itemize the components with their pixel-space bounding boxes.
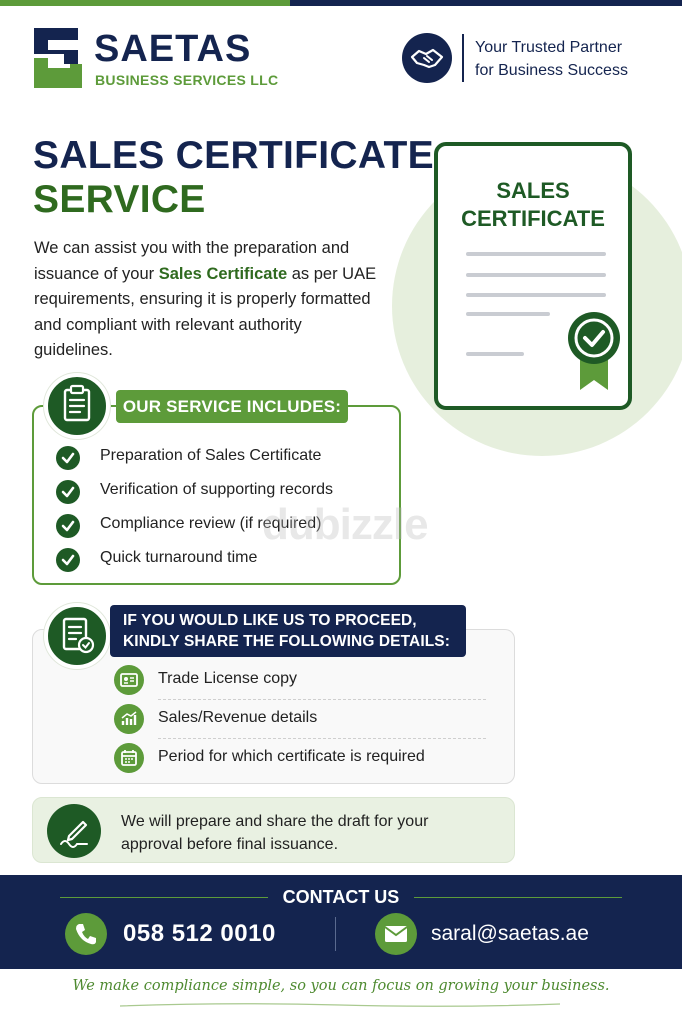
email-icon: [375, 913, 417, 955]
saetas-logo-icon: [30, 24, 86, 92]
tagline-block: [402, 32, 672, 86]
list-item: Sales/Revenue details: [114, 704, 494, 734]
bar-chart-icon: [114, 704, 144, 734]
document-exchange-icon: [44, 603, 110, 669]
divider: [158, 738, 486, 739]
handshake-icon: [402, 33, 452, 83]
list-item: Trade License copy: [114, 665, 494, 695]
email-link[interactable]: saral@saetas.ae: [431, 922, 589, 945]
certificate-illustration: [434, 142, 632, 410]
signature-pen-icon: [47, 804, 101, 858]
contact-divider: [335, 917, 336, 951]
footer-slogan: We make compliance simple, so you can focus on growing your business.: [72, 978, 610, 994]
brand-subtitle: BUSINESS SERVICES LLC: [95, 72, 279, 88]
phone-link[interactable]: 058 512 0010: [123, 920, 276, 947]
page-title-second-line: SERVICE: [33, 178, 206, 221]
contact-heading: CONTACT US: [282, 887, 400, 907]
footer-underline: [120, 1001, 560, 1009]
intro-highlight: Sales Certificate: [158, 264, 288, 283]
top-accent-bar: [0, 0, 682, 6]
list-item: Verification of supporting records: [56, 479, 396, 505]
certificate-title-line2: CERTIFICATE: [461, 206, 605, 231]
details-heading: IF YOU WOULD LIKE US TO PROCEED, KINDLY SHARE THE FOLLOWING DETAILS:: [110, 605, 466, 657]
note-text: We will prepare and share the draft for your approval before final issuance.: [121, 813, 429, 853]
check-icon: [56, 446, 80, 470]
check-icon: [56, 548, 80, 572]
list-item: Compliance review (if required): [56, 513, 396, 539]
company-logo: [30, 24, 290, 96]
services-heading: OUR SERVICE INCLUDES:: [116, 390, 348, 423]
contact-section: [0, 875, 682, 969]
list-item: Quick turnaround time: [56, 547, 396, 573]
id-card-icon: [114, 665, 144, 695]
brand-name: SAETAS: [94, 28, 252, 70]
tagline-divider: [462, 34, 464, 82]
list-item: Period for which certificate is required: [114, 743, 494, 773]
note-card: [32, 797, 515, 863]
divider: [158, 699, 486, 700]
certificate-title-line1: SALES: [496, 178, 570, 203]
intro-paragraph: We can assist you with the preparation and issuance of your Sales Certificate as per UAE requirements, ensuring it is properly formatted and compliant with relevant authority guidelines.: [34, 239, 377, 359]
award-seal-icon: [566, 310, 622, 394]
watermark: dubizzle: [262, 500, 428, 549]
calendar-icon: [114, 743, 144, 773]
check-icon: [56, 480, 80, 504]
clipboard-icon: [44, 373, 110, 439]
tagline-text: Your Trusted Partner for Business Success: [475, 39, 628, 79]
page-title: SALES CERTIFICATE: [33, 134, 434, 177]
list-item: Preparation of Sales Certificate: [56, 445, 396, 471]
check-icon: [56, 514, 80, 538]
phone-icon: [65, 913, 107, 955]
